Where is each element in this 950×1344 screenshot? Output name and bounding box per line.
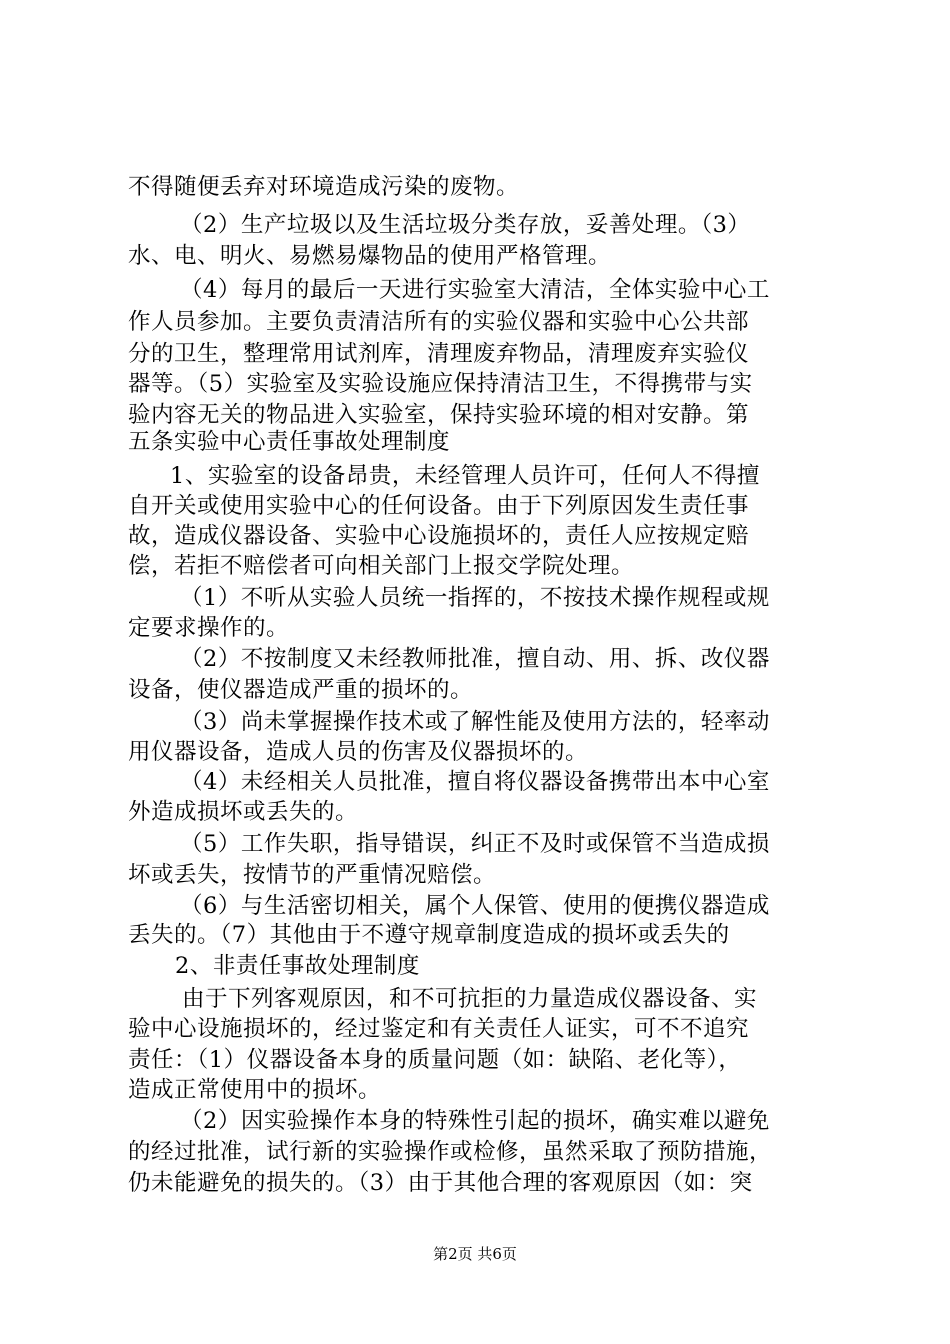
text-line: 水、电、明火、易燃易爆物品的使用严格管理。 <box>128 243 612 269</box>
text-line: （5）工作失职，指导错误，纠正不及时或保管不当造成损 <box>180 831 770 857</box>
text-line: （3）尚未掌握操作技术或了解性能及使用方法的，轻率动 <box>180 709 770 735</box>
text-line: 用仪器设备，造成人员的伤害及仪器损坏的。 <box>128 739 589 765</box>
text-line: 造成正常使用中的损坏。 <box>128 1077 382 1103</box>
text-line: 设备，使仪器造成严重的损坏的。 <box>128 677 474 703</box>
text-line: 验中心设施损坏的，经过鉴定和有关责任人证实，可不不追究 <box>128 1016 750 1042</box>
text-line: 验内容无关的物品进入实验室，保持实验环境的相对安静。第 <box>128 402 750 428</box>
text-line: 的经过批准，试行新的实验操作或检修，虽然采取了预防措施， <box>128 1139 773 1165</box>
text-line: （6）与生活密切相关，属个人保管、使用的便携仪器造成 <box>180 893 770 919</box>
text-line: 五条实验中心责任事故处理制度 <box>128 429 451 455</box>
page-number: 第2页 共6页 <box>433 1245 517 1263</box>
text-line: 责任：（1）仪器设备本身的质量问题（如：缺陷、老化等）， <box>128 1047 742 1073</box>
text-line: （4）未经相关人员批准，擅自将仪器设备携带出本中心室 <box>180 769 770 795</box>
text-line: （2）因实验操作本身的特殊性引起的损坏，确实难以避免 <box>180 1108 770 1134</box>
text-line: 故，造成仪器设备、实验中心设施损坏的，责任人应按规定赔 <box>128 523 750 549</box>
text-line: 作人员参加。主要负责清洁所有的实验仪器和实验中心公共部 <box>128 309 750 335</box>
text-line: 1、实验室的设备昂贵，未经管理人员许可，任何人不得擅 <box>170 463 760 489</box>
text-line: 仍未能避免的损失的。（3）由于其他合理的客观原因（如：突 <box>128 1170 753 1196</box>
text-line: 自开关或使用实验中心的任何设备。由于下列原因发生责任事 <box>128 493 750 519</box>
text-line: 2、非责任事故处理制度 <box>175 953 420 979</box>
text-line: 丢失的。（7）其他由于不遵守规章制度造成的损坏或丢失的 <box>128 922 730 948</box>
text-line: 不得随便丢弃对环境造成污染的废物。 <box>128 174 520 200</box>
text-line: （2）生产垃圾以及生活垃圾分类存放，妥善处理。（3） <box>180 212 751 238</box>
text-line: 坏或丢失，按情节的严重情况赔偿。 <box>128 862 497 888</box>
text-line: 偿，若拒不赔偿者可向相关部门上报交学院处理。 <box>128 553 635 579</box>
text-line: 由于下列客观原因，和不可抗拒的力量造成仪器设备、实 <box>182 986 758 1012</box>
text-line: （1）不听从实验人员统一指挥的，不按技术操作规程或规 <box>180 585 770 611</box>
text-line: 外造成损坏或丢失的。 <box>128 799 359 825</box>
text-line: 分的卫生，整理常用试剂库，清理废弃物品，清理废弃实验仪 <box>128 341 750 367</box>
text-line: （2）不按制度又未经教师批准，擅自动、用、拆、改仪器 <box>180 646 770 672</box>
text-line: （4）每月的最后一天进行实验室大清洁，全体实验中心工 <box>180 277 770 303</box>
text-line: 器等。（5）实验室及实验设施应保持清洁卫生，不得携带与实 <box>128 371 753 397</box>
text-line: 定要求操作的。 <box>128 615 290 641</box>
